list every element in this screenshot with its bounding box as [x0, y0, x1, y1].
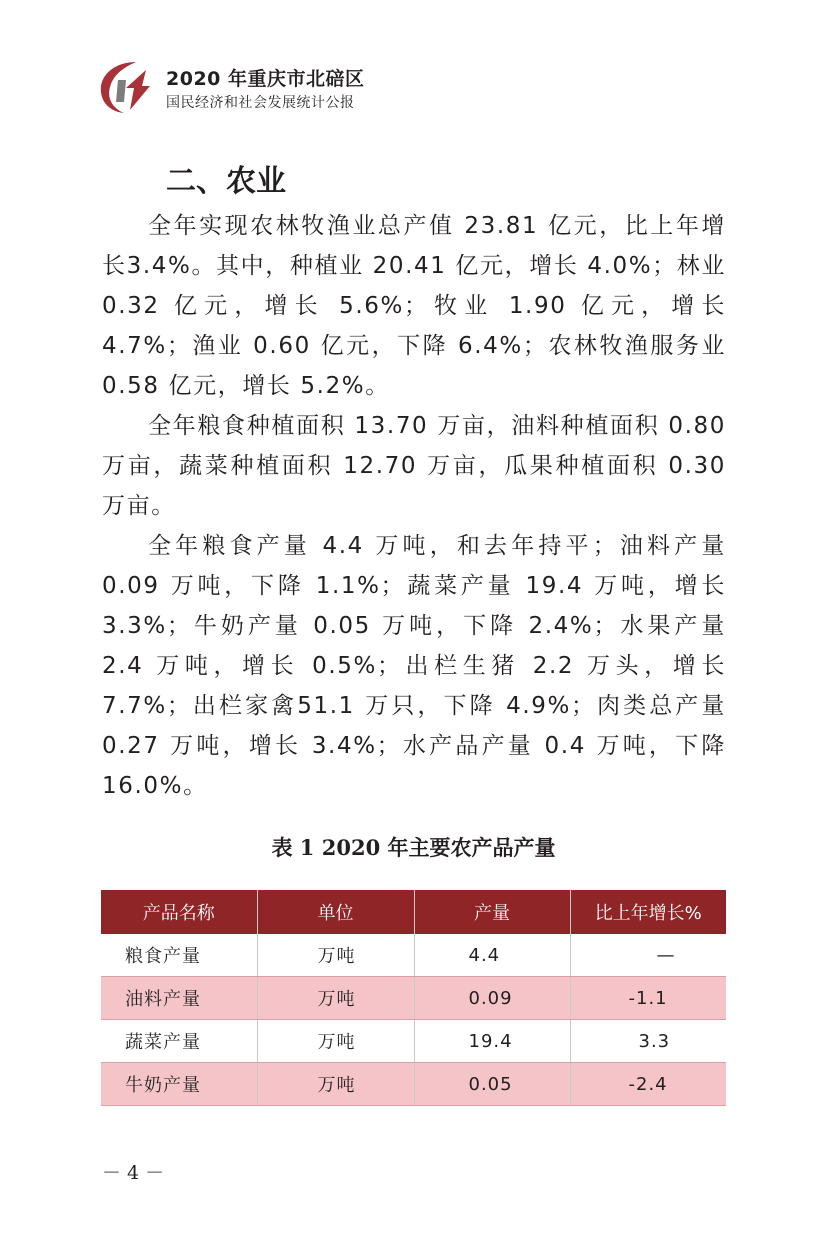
growth-cell: 3.3: [570, 1020, 726, 1063]
table-row: [101, 934, 726, 977]
unit-cell: 万吨: [257, 1020, 414, 1063]
table-row: [101, 1063, 726, 1106]
output-cell: 19.4: [414, 1020, 570, 1063]
header-subtitle: 国民经济和社会发展统计公报: [166, 95, 355, 111]
table-row: [101, 1020, 726, 1063]
output-cell: 0.05: [414, 1063, 570, 1106]
product-name-cell: 油料产量: [101, 977, 257, 1020]
product-name-cell: 牛奶产量: [101, 1063, 257, 1106]
product-name-cell: 蔬菜产量: [101, 1020, 257, 1063]
statistics-bureau-logo: [96, 58, 158, 116]
column-header: 产品名称: [101, 890, 257, 934]
unit-cell: 万吨: [257, 1063, 414, 1106]
column-header: 产量: [414, 890, 570, 934]
output-cell: 0.09: [414, 977, 570, 1020]
section-title: 二、农业: [166, 164, 286, 199]
body-text: [102, 206, 726, 806]
page-number: － 4 －: [102, 1162, 165, 1184]
paragraph-production: 全年粮食产量 4.4 万吨，和去年持平；油料产量 0.09 万吨，下降 1.1%；蔬菜产量 19.4 万吨，增长 3.3%；牛奶产量 0.05 万吨，下降 2.4%；水果产量 2.4 万吨，增长 0.5%；出栏生猪 2.2 万头，增长 7.7%；出栏家禽51.1 万只，下降 4.9%；肉类总产量 0.27 万吨，增长 3.4%；水产品产量 0.4 万吨，下降 16.0%。: [102, 533, 726, 799]
paragraph-planting-area: 全年粮食种植面积 13.70 万亩，油料种植面积 0.80 万亩，蔬菜种植面积 12.70 万亩，瓜果种植面积 0.30 万亩。: [102, 413, 726, 519]
output-cell: 4.4: [414, 934, 570, 977]
growth-cell: -1.1: [570, 977, 726, 1020]
agri-products-table: [101, 890, 726, 1106]
table-header-row: [101, 890, 726, 934]
table-row: [101, 977, 726, 1020]
header-title: 2020 年重庆市北碚区: [166, 68, 365, 90]
column-header: 比上年增长%: [570, 890, 726, 934]
growth-cell: -2.4: [570, 1063, 726, 1106]
product-name-cell: 粮食产量: [101, 934, 257, 977]
growth-cell: —: [570, 934, 726, 977]
unit-cell: 万吨: [257, 934, 414, 977]
paragraph-output-value: 全年实现农林牧渔业总产值 23.81 亿元，比上年增长3.4%。其中，种植业 20.41 亿元，增长 4.0%；林业 0.32 亿元，增长 5.6%；牧业 1.90 亿元，增长 4.7%；渔业 0.60 亿元，下降 6.4%；农林牧渔服务业 0.58 亿元，增长 5.2%。: [102, 213, 726, 399]
column-header: 单位: [257, 890, 414, 934]
table-caption: 表 1 2020 年主要农产品产量: [271, 835, 556, 860]
unit-cell: 万吨: [257, 977, 414, 1020]
